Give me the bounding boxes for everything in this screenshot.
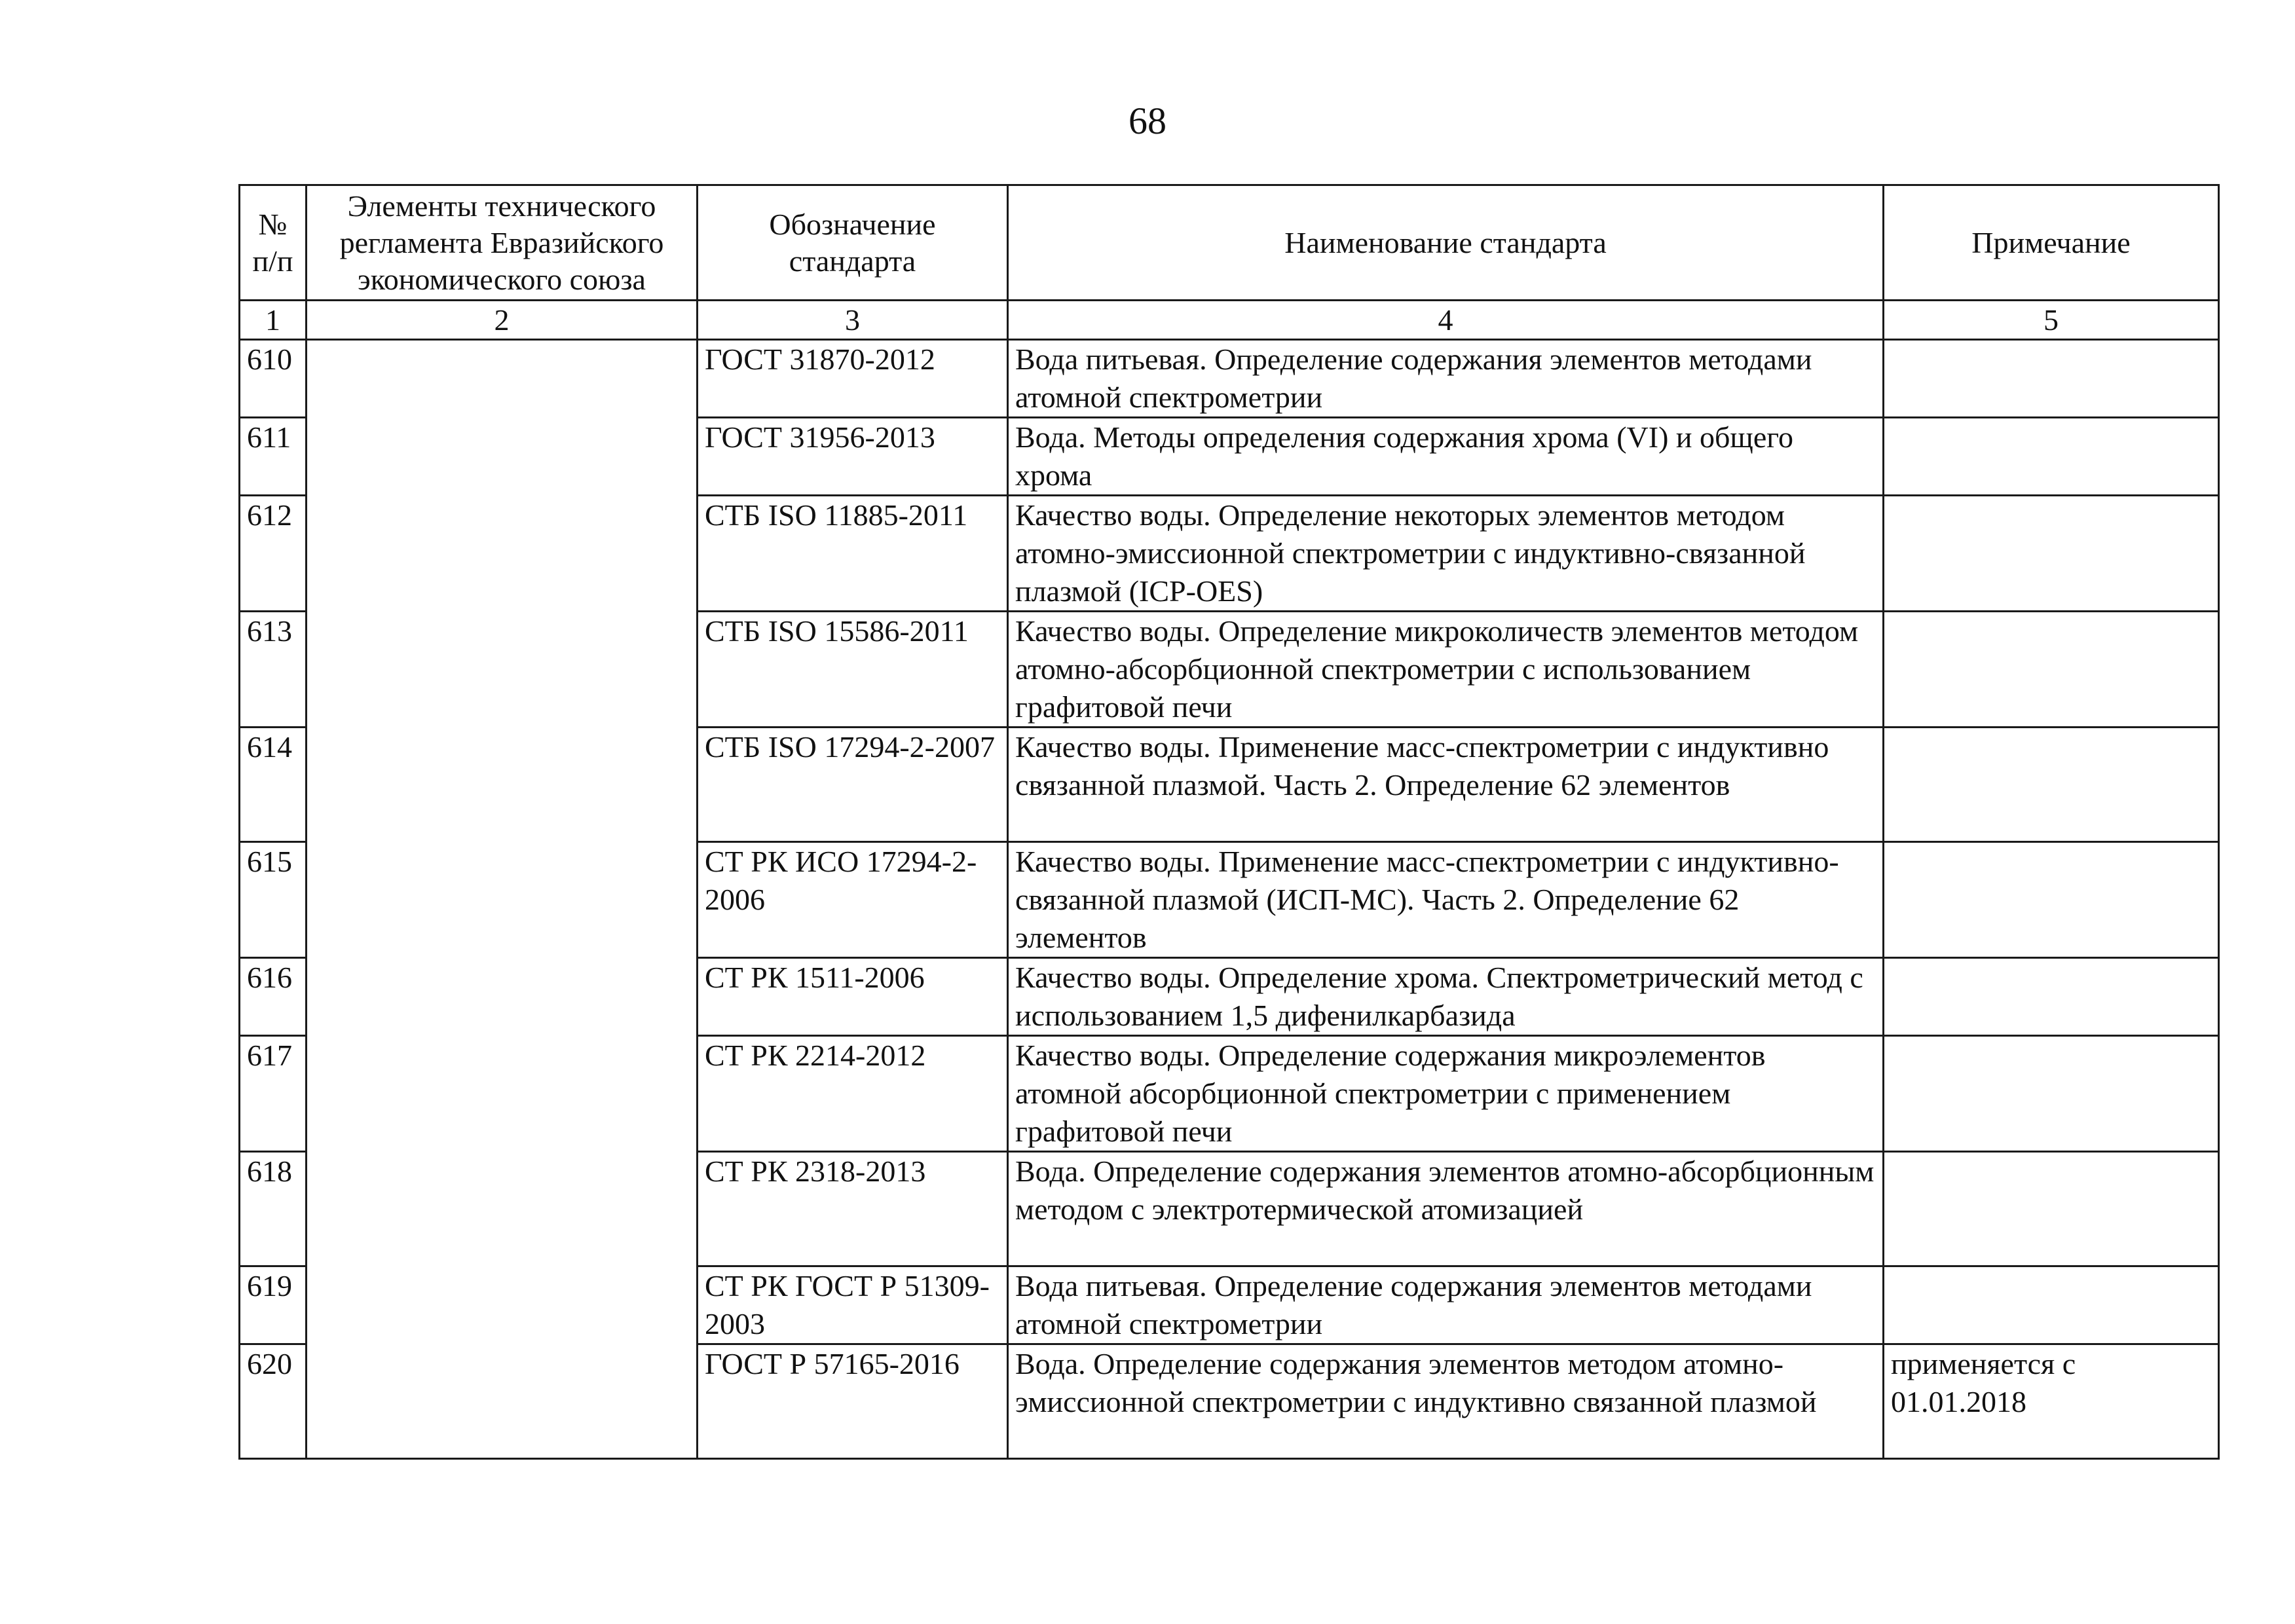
column-number: 5 <box>1884 301 2219 340</box>
standard-designation: СТБ ISO 11885-2011 <box>698 496 1008 612</box>
standard-note <box>1884 340 2219 418</box>
standard-name: Качество воды. Определение некоторых элементов методом атомно-эмиссионной спектрометрии с индуктивно-связанной плазмой (ICP-OES) <box>1008 496 1884 612</box>
standard-designation: СТБ ISO 17294-2-2007 <box>698 728 1008 842</box>
standard-name: Качество воды. Определение содержания микроэлементов атомной абсорбционной спектрометрии с применением графитовой печи <box>1008 1036 1884 1152</box>
row-number: 618 <box>240 1152 307 1266</box>
standard-designation: СТБ ISO 15586-2011 <box>698 612 1008 728</box>
standard-note <box>1884 958 2219 1036</box>
row-number: 612 <box>240 496 307 612</box>
table-header-row <box>240 185 2219 301</box>
standard-name: Вода. Определение содержания элементов методом атомно-эмиссионной спектрометрии с индуктивно связанной плазмой <box>1008 1344 1884 1459</box>
header-regulation-elements: Элементы технического регламента Евразийского экономического союза <box>307 185 698 301</box>
standard-note <box>1884 728 2219 842</box>
column-number: 2 <box>307 301 698 340</box>
column-number: 4 <box>1008 301 1884 340</box>
standard-note <box>1884 842 2219 958</box>
column-number: 3 <box>698 301 1008 340</box>
standards-table <box>238 184 2220 1460</box>
standard-designation: СТ РК 1511-2006 <box>698 958 1008 1036</box>
row-number: 613 <box>240 612 307 728</box>
standard-name: Качество воды. Определение хрома. Спектрометрический метод с использованием 1,5 дифенилкарбазида <box>1008 958 1884 1036</box>
standard-note <box>1884 1152 2219 1266</box>
column-number: 1 <box>240 301 307 340</box>
standard-name: Вода питьевая. Определение содержания элементов методами атомной спектрометрии <box>1008 1266 1884 1344</box>
row-number: 614 <box>240 728 307 842</box>
row-number: 617 <box>240 1036 307 1152</box>
standard-note <box>1884 1266 2219 1344</box>
header-standard-designation: Обозначение стандарта <box>698 185 1008 301</box>
row-number: 610 <box>240 340 307 418</box>
standard-name: Качество воды. Применение масс-спектрометрии с индуктивно-связанной плазмой (ИСП-МС). Часть 2. Определение 62 элементов <box>1008 842 1884 958</box>
standard-note <box>1884 496 2219 612</box>
standard-name: Вода. Определение содержания элементов атомно-абсорбционным методом с электротермической атомизацией <box>1008 1152 1884 1266</box>
standard-note <box>1884 418 2219 496</box>
standard-note: применяется с 01.01.2018 <box>1884 1344 2219 1459</box>
standard-designation: СТ РК ГОСТ Р 51309-2003 <box>698 1266 1008 1344</box>
regulation-elements-cell <box>307 340 698 1459</box>
standard-name: Вода питьевая. Определение содержания элементов методами атомной спектрометрии <box>1008 340 1884 418</box>
standard-designation: ГОСТ 31956-2013 <box>698 418 1008 496</box>
standard-designation: СТ РК 2318-2013 <box>698 1152 1008 1266</box>
standard-note <box>1884 612 2219 728</box>
row-number: 616 <box>240 958 307 1036</box>
page-number: 68 <box>1129 100 1166 142</box>
row-number: 615 <box>240 842 307 958</box>
table-row <box>240 340 2219 418</box>
column-number-row <box>240 301 2219 340</box>
standard-designation: СТ РК ИСО 17294-2-2006 <box>698 842 1008 958</box>
row-number: 619 <box>240 1266 307 1344</box>
standard-name: Вода. Методы определения содержания хрома (VI) и общего хрома <box>1008 418 1884 496</box>
standard-designation: ГОСТ 31870-2012 <box>698 340 1008 418</box>
row-number: 620 <box>240 1344 307 1459</box>
row-number: 611 <box>240 418 307 496</box>
standard-name: Качество воды. Применение масс-спектрометрии с индуктивно связанной плазмой. Часть 2. Определение 62 элементов <box>1008 728 1884 842</box>
standard-designation: ГОСТ Р 57165-2016 <box>698 1344 1008 1459</box>
header-num: № п/п <box>240 185 307 301</box>
header-standard-name: Наименование стандарта <box>1008 185 1884 301</box>
standard-designation: СТ РК 2214-2012 <box>698 1036 1008 1152</box>
standard-name: Качество воды. Определение микроколичеств элементов методом атомно-абсорбционной спектрометрии с использованием графитовой печи <box>1008 612 1884 728</box>
standard-note <box>1884 1036 2219 1152</box>
header-note: Примечание <box>1884 185 2219 301</box>
